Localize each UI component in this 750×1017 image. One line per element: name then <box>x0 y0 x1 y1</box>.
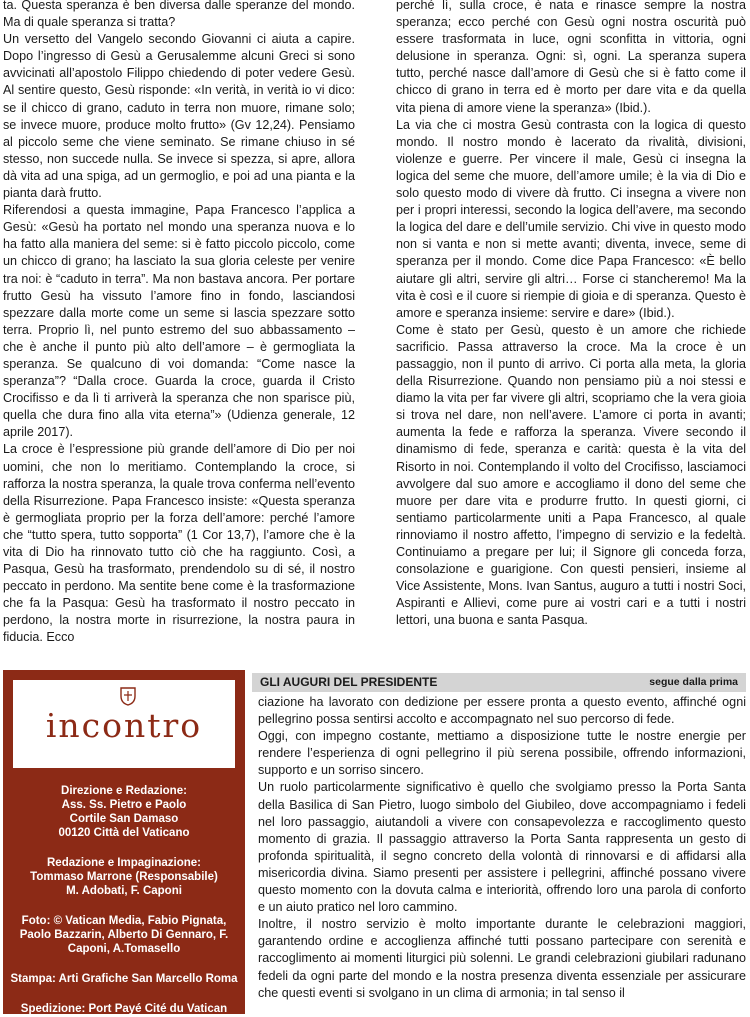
redazione-line: M. Adobati, F. Caponi <box>66 885 182 897</box>
foto-credits: Foto: © Vatican Media, Fabio Pignata, Paolo Bazzarin, Alberto Di Gennaro, F. Caponi, A.Tomasello <box>19 915 229 955</box>
section-title: GLI AUGURI DEL PRESIDENTE <box>260 675 438 689</box>
article-column-right <box>396 0 746 629</box>
direzione-block <box>3 784 245 840</box>
spedizione-info: Spedizione: Port Payé Cité du Vatican <box>20 1003 228 1015</box>
direzione-line: Ass. Ss. Pietro e Paolo <box>61 799 187 811</box>
article-paragraph: Inoltre, il nostro servizio è molto importante durante le celebrazioni maggiori, garantendo ordine e accoglienza affinché tutti possano partecipare con serenità e raccoglimento ai momenti liturgici più solenni. Le grandi celebrazioni giubilari radunano fedeli da ogni parte del mondo e la nostra presenza diventa essenziale per assicurare che questi eventi si svolgano in un clima di armonia; in tal senso il <box>258 917 746 1000</box>
article-column-left <box>3 0 355 647</box>
article-paragraph: Riferendosi a questa immagine, Papa Francesco l’applica a Gesù: «Gesù ha portato nel mondo una speranza nuova e lo ha fatto alla maniera del seme: si è fatto piccolo piccolo, come un chicco di grano; ha lasciato la sua gloria celeste per venire tra noi: è “caduto in terra”. Ma non bastava ancora. Per portare frutto Gesù ha vissuto l’amore fino in fondo, lasciandosi spezzare dalla morte come un seme si lascia spezzare sotto terra. Proprio lì, nel punto estremo del suo abbassamento – che è anche il punto più alto dell’amore – è germogliata la speranza. Se qualcuno di voi domanda: “Come nasce la speranza”? “Dalla croce. Guarda la croce, guarda il Cristo Crocifisso e da lì ti arriverà la speranza che non sparisce più, quella che dura fino alla vita eterna”» (Udienza generale, 12 aprile 2017). <box>3 203 355 440</box>
section-header <box>252 673 746 692</box>
article-paragraph: Un ruolo particolarmente significativo è quello che svolgiamo presso la Porta Santa della Basilica di San Pietro, luogo simbolo del Giubileo, dove accompagniamo i fedeli nel loro passaggio, aiutandoli a vivere con consapevolezza e raccoglimento questo momento di grazia. Il passaggio attraverso la Porta Santa rappresenta un gesto di profonda spiritualità, il segno concreto della volontà di rinnovarsi e di affidarsi alla misericordia divina. Siamo presenti per assistere i pellegrini, affinché possano vivere questo momento con la dovuta calma e interiorità, offrendo loro una parola di conforto e un aiuto pratico nel loro cammino. <box>258 780 746 915</box>
redazione-title: Redazione e Impaginazione: <box>47 857 201 869</box>
article-paragraph: Come è stato per Gesù, questo è un amore che richiede sacrificio. Passa attraverso la croce. Ma la croce è un passaggio, non il punto di arrivo. Ci porta alla meta, la gloria della Risurrezione. Quando non pensiamo più a noi stessi e diamo la vita per far vivere gli altri, scopriamo che la vera gioia si trova nel dare, non nell’avere. L’amore ci porta in avanti; aumenta la fede e rafforza la speranza. Vivere secondo il dinamismo di fede, speranza e carità: questa è la vita del Risorto in noi. Contemplando il volto del Crocifisso, lasciamoci avvolgere dal suo amore e accogliamo il dono del seme che muore per dare vita e produrre frutto. In questi giorni, ci sentiamo particolarmente uniti a Papa Francesco, al quale rinnoviamo il nostro affetto, l’impegno di servizio e la fedeltà. Continuiamo a pregare per lui; il Signore gli conceda forza, consolazione e guarigione. Con questi pensieri, insieme al Vice Assistente, Mons. Ivan Santus, auguro a tutti i nostri Soci, Aspiranti e Allievi, come pure ai vostri cari e a tutti i nostri lettori, una buona e santa Pasqua. <box>396 322 746 628</box>
masthead-logo <box>13 680 235 768</box>
article-paragraph: Oggi, con impegno costante, mettiamo a disposizione tutte le nostre energie per rendere l’esperienza di ogni pellegrino il più serena possibile, offrendo informazioni, supporto e un sorriso sincero. <box>258 729 746 778</box>
article-paragraph: ta. Questa speranza è ben diversa dalle speranze del mondo. Ma di quale speranza si tratta? <box>3 0 355 30</box>
redazione-line: Tommaso Marrone (Responsabile) <box>30 871 218 883</box>
direzione-line: 00120 Città del Vaticano <box>58 827 190 839</box>
article-paragraph: perché lì, sulla croce, è nata e rinasce sempre la nostra speranza; ecco perché con Gesù ogni nostra oscurità può essere trasformata in luce, ogni sconfitta in vittoria, ogni delusione in speranza. Ogni: sì, ogni. La speranza supera tutto, perché nasce dall’amore di Gesù che si è fatto come il chicco di grano in terra ed è morto per dare vita e da quella vita piena di amore viene la speranza» (Ibid.). <box>396 0 746 115</box>
crest-icon <box>119 686 137 706</box>
article-paragraph: ciazione ha lavorato con dedizione per essere pronta a questo evento, affinché ogni pellegrino possa sentirsi accolto e accompagnato nel suo percorso di fede. <box>258 695 746 727</box>
article-paragraph: Un versetto del Vangelo secondo Giovanni ci aiuta a capire. Dopo l’ingresso di Gesù a Gerusalemme alcuni Greci si sono avvicinati all’apostolo Filippo chiedendo di poter vedere Gesù. Al sentire questo, Gesù risponde: «In verità, in verità io vi dico: se il chicco di grano, caduto in terra non muore, rimane solo; se invece muore, produce molto frutto» (Gv 12,24). Pensiamo al piccolo seme che viene seminato. Se rimane chiuso in sé stesso, non succede nulla. Se invece si spezza, si apre, allora dà vita ad una spiga, ad un germoglio, e poi ad una pianta e la pianta darà frutto. <box>3 32 355 201</box>
article-paragraph: La via che ci mostra Gesù contrasta con la logica di questo mondo. Il nostro mondo è lacerato da rivalità, divisioni, violenze e guerre. Per vincere il male, Gesù ci insegna la logica del seme che muore, dell’amore umile; è la via di Dio e solo questo modo di vivere dà frutto. Ci insegna a vivere non per i propri interessi, secondo la logica dell’avere, ma secondo la logica del dare e dell’umile servizio. Chi vive in questo modo non si vanta e non si mette avanti; diventa, invece, seme di speranza per il mondo. Come dice Papa Francesco: «È bello aiutare gli altri, servire gli altri… Forse ci stancheremo! Ma la vita è così e il cuore si riempie di gioia e di speranza. Questo è amore e speranza insieme: servire e dare» (Ibid.). <box>396 117 746 320</box>
direzione-title: Direzione e Redazione: <box>61 785 187 797</box>
president-article <box>258 694 746 1002</box>
stampa-info: Stampa: Arti Grafiche San Marcello Roma <box>10 973 238 985</box>
direzione-line: Cortile San Damaso <box>69 813 179 825</box>
logo-text: incontro <box>45 706 203 745</box>
article-paragraph: La croce è l’espressione più grande dell’amore di Dio per noi uomini, che non lo meritiamo. Contemplando la croce, si rafforza la nostra speranza, la quale trova conferma nell’evento della Risurrezione. Papa Francesco insiste: «Questa speranza è germogliata proprio per la forza dell’amore: perché l’amore che “tutto spera, tutto sopporta” (1 Cor 13,7), l’amore che è la vita di Dio ha rinnovato tutto ciò che ha raggiunto. Così, a Pasqua, Gesù ha trasformato, prendendolo su di sé, il nostro peccato in perdono. Ma sentite bene come è la trasformazione che fa la Pasqua: Gesù ha trasformato il nostro peccato in perdono, la nostra morte in risurrezione, la nostra paura in fiducia. Ecco <box>3 442 355 645</box>
continued-label: segue dalla prima <box>649 676 738 688</box>
redazione-block <box>3 856 245 898</box>
masthead-box <box>3 670 245 1014</box>
